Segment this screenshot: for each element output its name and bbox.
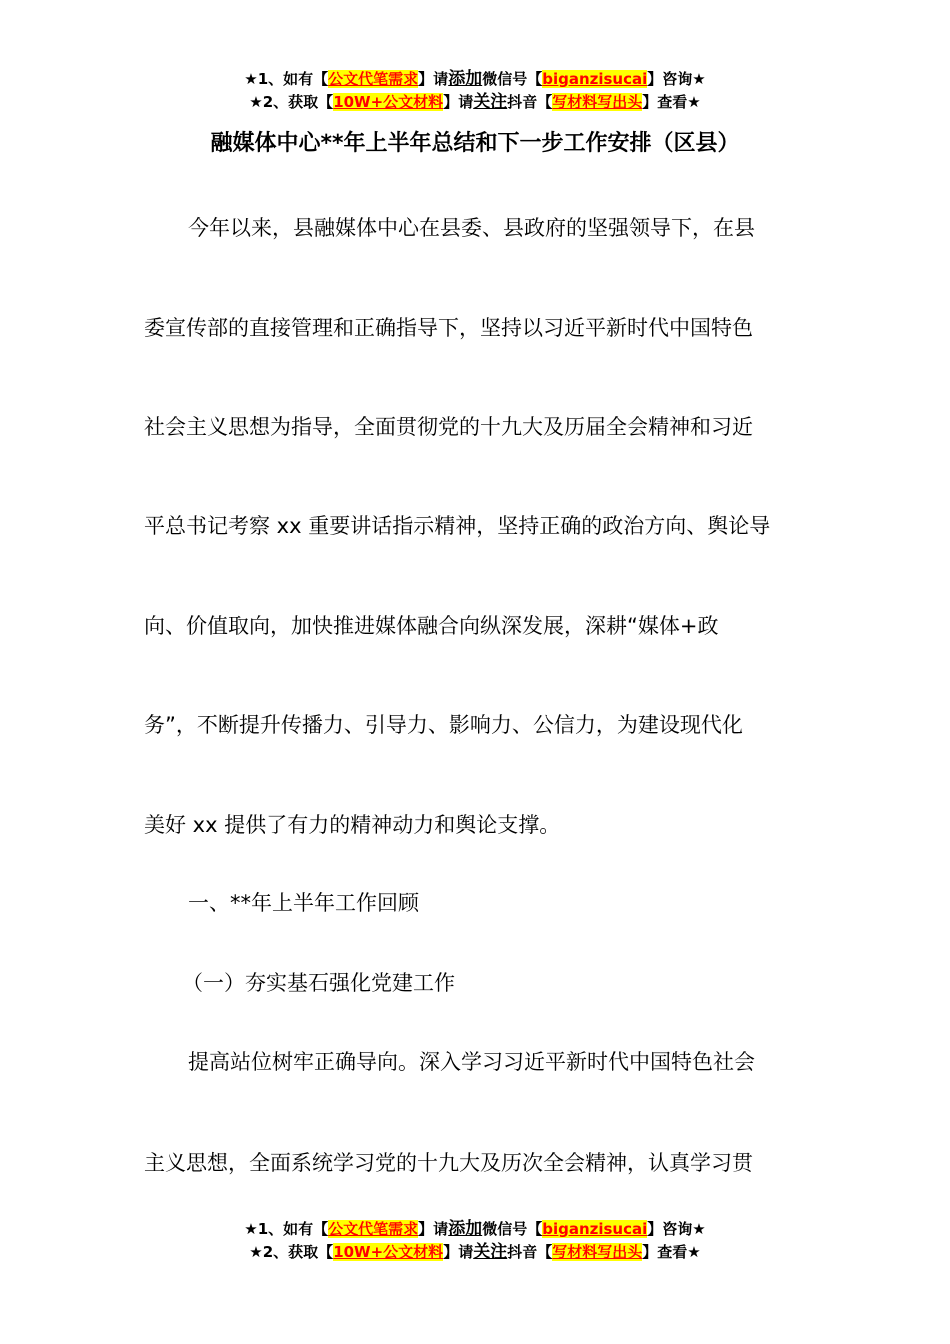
bottom-banner <box>0 1218 950 1264</box>
banner-highlight: 10W+公文材料 <box>333 1243 444 1261</box>
banner-highlight: 10W+公文材料 <box>333 93 444 111</box>
banner-douyin-id: 写材料写出头 <box>552 93 643 111</box>
banner-text: 微信号【 <box>482 1220 543 1238</box>
banner-text: 】咨询★ <box>647 1220 706 1238</box>
top-banner <box>0 68 950 114</box>
banner-text: 】请 <box>418 1220 449 1238</box>
banner-line-2 <box>0 91 950 114</box>
banner-line-1 <box>0 1218 950 1241</box>
paragraph-line: 主义思想，全面系统学习党的十九大及历次全会精神，认真学习贯 <box>144 1151 753 1175</box>
banner-text: ★2、获取【 <box>249 93 334 111</box>
banner-line-2 <box>0 1241 950 1264</box>
banner-emphasis: 关注 <box>473 1242 508 1262</box>
banner-line-1 <box>0 68 950 91</box>
banner-text: ★1、如有【 <box>244 1220 329 1238</box>
document-title: 融媒体中心**年上半年总结和下一步工作安排（区县） <box>210 131 740 156</box>
banner-text: ★2、获取【 <box>249 1243 334 1261</box>
banner-text: 】请 <box>418 70 449 88</box>
banner-text: 抖音【 <box>507 1243 553 1261</box>
banner-text: 】查看★ <box>642 1243 701 1261</box>
paragraph-line: 务”，不断提升传播力、引导力、影响力、公信力，为建设现代化 <box>144 713 743 737</box>
paragraph-line: 委宣传部的直接管理和正确指导下，坚持以习近平新时代中国特色 <box>144 316 753 340</box>
banner-douyin-id: 写材料写出头 <box>552 1243 643 1261</box>
banner-text: ★1、如有【 <box>244 70 329 88</box>
banner-text: 抖音【 <box>507 93 553 111</box>
banner-highlight: 公文代笔需求 <box>328 70 419 88</box>
paragraph-line: 提高站位树牢正确导向。深入学习习近平新时代中国特色社会 <box>188 1050 755 1074</box>
section-heading: 一、**年上半年工作回顾 <box>188 891 419 915</box>
banner-text: 】查看★ <box>642 93 701 111</box>
subsection-heading: （一）夯实基石强化党建工作 <box>182 971 455 995</box>
banner-wechat-id: biganzisucai <box>542 70 648 88</box>
banner-emphasis: 关注 <box>473 92 508 112</box>
banner-emphasis: 添加 <box>448 69 483 89</box>
banner-text: 】咨询★ <box>647 70 706 88</box>
paragraph-line: 向、价值取向，加快推进媒体融合向纵深发展，深耕“媒体+政 <box>144 614 719 638</box>
paragraph-line: 今年以来，县融媒体中心在县委、县政府的坚强领导下，在县 <box>188 216 755 240</box>
banner-text: 微信号【 <box>482 70 543 88</box>
paragraph-line: 平总书记考察 xx 重要讲话指示精神，坚持正确的政治方向、舆论导 <box>144 514 771 538</box>
paragraph-line: 社会主义思想为指导，全面贯彻党的十九大及历届全会精神和习近 <box>144 415 753 439</box>
banner-wechat-id: biganzisucai <box>542 1220 648 1238</box>
banner-highlight: 公文代笔需求 <box>328 1220 419 1238</box>
paragraph-line: 美好 xx 提供了有力的精神动力和舆论支撑。 <box>144 813 561 837</box>
banner-text: 】请 <box>443 93 474 111</box>
banner-emphasis: 添加 <box>448 1219 483 1239</box>
banner-text: 】请 <box>443 1243 474 1261</box>
